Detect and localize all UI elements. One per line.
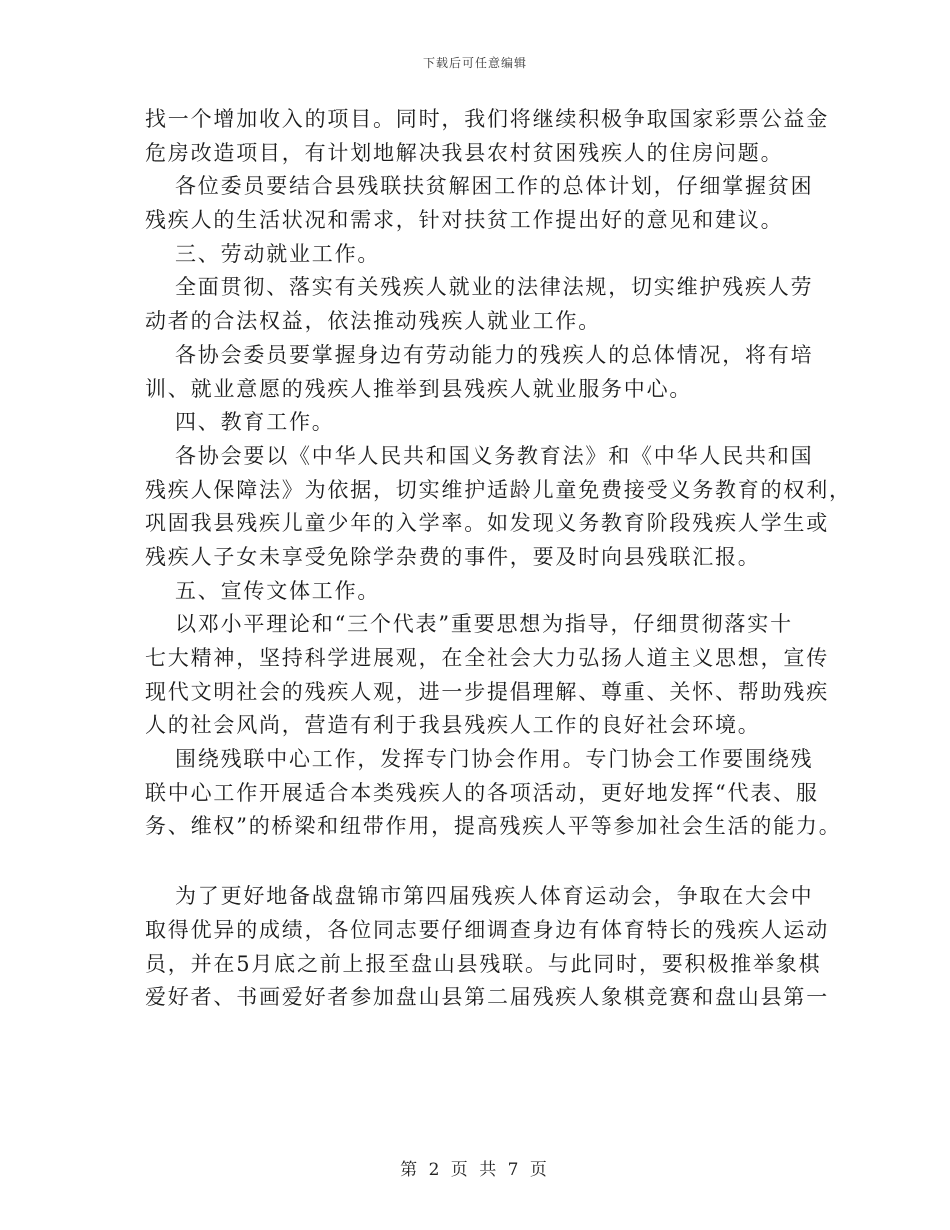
text-line: 现代文明社会的残疾人观，进一步提倡理解、尊重、关怀、帮助残疾 xyxy=(145,679,829,704)
text-line: 取得优异的成绩，各位同志要仔细调查身边有体育特长的残疾人运动 xyxy=(145,917,829,942)
text-line: 残疾人的生活状况和需求，针对扶贫工作提出好的意见和建议。 xyxy=(145,208,784,233)
section-heading: 四、教育工作。 xyxy=(175,410,335,435)
section-heading: 五、宣传文体工作。 xyxy=(175,578,381,603)
text-line: 各位委员要结合县残联扶贫解困工作的总体计划，仔细掌握贫困 xyxy=(175,174,814,199)
text-line: 务、维权”的桥梁和纽带作用，提高残疾人平等参加社会生活的能力。 xyxy=(145,814,842,839)
text-line: 全面贯彻、落实有关残疾人就业的法律法规，切实维护残疾人劳 xyxy=(175,275,814,300)
text-line: 各协会要以《中华人民共和国义务教育法》和《中华人民共和国 xyxy=(175,443,814,468)
text-line: 员，并在5月底之前上报至盘山县残联。与此同时，要积极推举象棋 xyxy=(145,951,822,976)
text-line: 残疾人子女未享受免除学杂费的事件，要及时向县残联汇报。 xyxy=(145,544,761,569)
document-body xyxy=(145,103,852,1015)
page-number-footer: 第 2 页 共 7 页 xyxy=(400,1160,550,1180)
text-line: 爱好者、书画爱好者参加盘山县第二届残疾人象棋竞赛和盘山县第一 xyxy=(145,985,829,1010)
section-heading: 三、劳动就业工作。 xyxy=(175,241,381,266)
text-line: 找一个增加收入的项目。同时，我们将继续积极争取国家彩票公益金 xyxy=(145,107,829,131)
text-line: 围绕残联中心工作，发挥专门协会作用。专门协会工作要围绕残 xyxy=(175,747,814,772)
text-line: 动者的合法权益，依法推动残疾人就业工作。 xyxy=(145,309,601,334)
text-line: 以邓小平理论和“三个代表”重要思想为指导，仔细贯彻落实十 xyxy=(175,612,793,637)
text-line: 七大精神，坚持科学进展观，在全社会大力弘扬人道主义思想，宣传 xyxy=(145,646,829,670)
text-line: 训、就业意愿的残疾人推举到县残疾人就业服务中心。 xyxy=(145,376,693,401)
text-line: 为了更好地备战盘锦市第四届残疾人体育运动会，争取在大会中 xyxy=(175,884,814,909)
text-line: 人的社会风尚，营造有利于我县残疾人工作的良好社会环境。 xyxy=(145,713,761,738)
page-header: 下载后可任意编辑 xyxy=(422,56,527,70)
text-line: 各协会委员要掌握身边有劳动能力的残疾人的总体情况，将有培 xyxy=(175,342,814,367)
paragraph-gap xyxy=(145,844,805,880)
text-line: 联中心工作开展适合本类残疾人的各项活动，更好地发挥“代表、服 xyxy=(145,780,819,805)
text-line: 危房改造项目，有计划地解决我县农村贫困残疾人的住房问题。 xyxy=(145,140,784,165)
text-line: 巩固我县残疾儿童少年的入学率。如发现义务教育阶段残疾人学生或 xyxy=(145,511,829,536)
text-line: 残疾人保障法》为依据，切实维护适龄儿童免费接受义务教育的权利， xyxy=(145,477,852,502)
